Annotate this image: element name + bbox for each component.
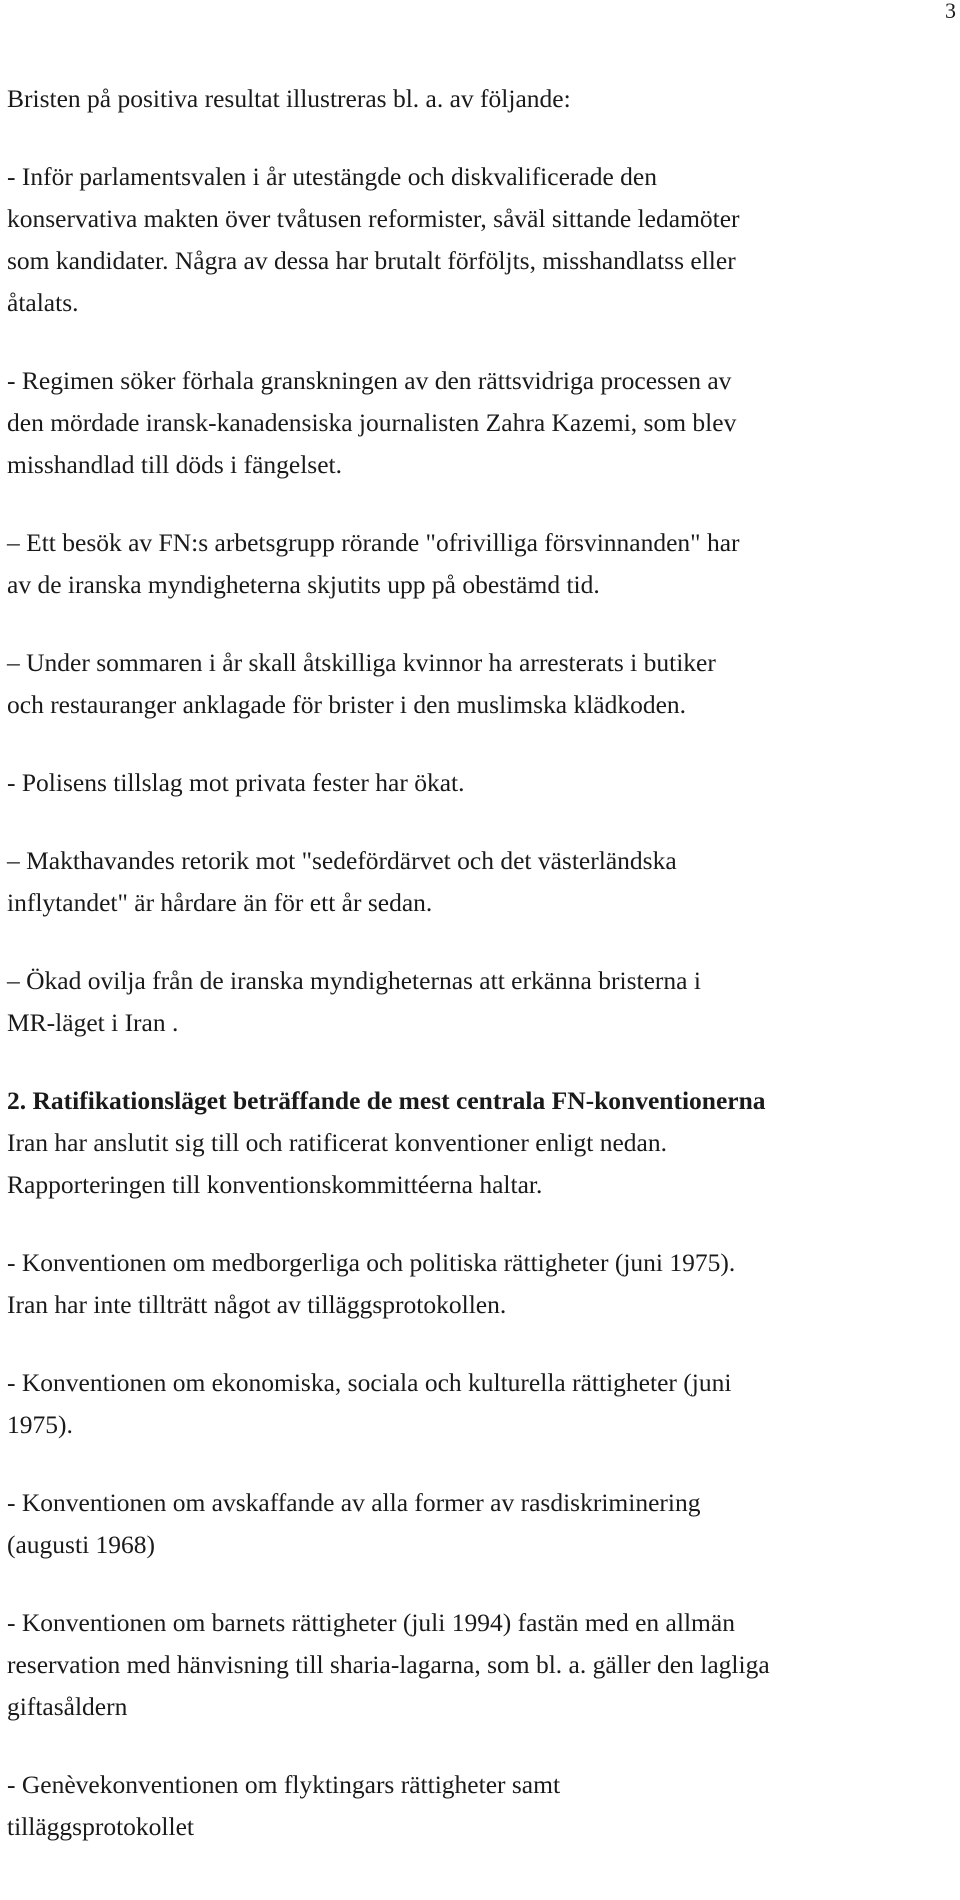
convention-item xyxy=(7,1362,957,1446)
page-number: 3 xyxy=(945,0,956,23)
convention-item-line: tilläggsprotokollet xyxy=(7,1812,194,1841)
finding-item-line: av de iranska myndigheterna skjutits upp på obestämd tid. xyxy=(7,570,600,599)
convention-item xyxy=(7,1602,957,1728)
finding-item-line: - Polisens tillslag mot privata fester har ökat. xyxy=(7,768,465,797)
convention-item-line: - Genèvekonventionen om flyktingars rättigheter samt xyxy=(7,1770,561,1799)
finding-item-line: som kandidater. Några av dessa har brutalt förföljts, misshandlatss eller xyxy=(7,246,736,275)
finding-item-line: – Under sommaren i år skall åtskilliga kvinnor ha arresterats i butiker xyxy=(7,648,716,677)
convention-item-line: - Konventionen om ekonomiska, sociala och kulturella rättigheter (juni xyxy=(7,1368,732,1397)
convention-item-line: - Konventionen om medborgerliga och politiska rättigheter (juni 1975). xyxy=(7,1248,736,1277)
finding-item xyxy=(7,762,957,804)
finding-item-line: – Ökad ovilja från de iranska myndigheternas att erkänna bristerna i xyxy=(7,966,701,995)
convention-item-line: 1975). xyxy=(7,1410,73,1439)
finding-item xyxy=(7,642,957,726)
finding-item xyxy=(7,156,957,324)
conventions-list xyxy=(7,1242,957,1848)
convention-item xyxy=(7,1242,957,1326)
finding-item xyxy=(7,360,957,486)
section-2 xyxy=(7,1080,957,1848)
section-intro-line: Rapporteringen till konventionskommittéerna haltar. xyxy=(7,1170,543,1199)
convention-item-line: reservation med hänvisning till sharia-lagarna, som bl. a. gäller den lagliga xyxy=(7,1650,770,1679)
document-body xyxy=(7,78,957,1884)
section-intro-line: Iran har anslutit sig till och ratificerat konventioner enligt nedan. xyxy=(7,1128,667,1157)
intro-paragraph: Bristen på positiva resultat illustreras bl. a. av följande: xyxy=(7,84,571,113)
convention-item-line: - Konventionen om barnets rättigheter (juli 1994) fastän med en allmän xyxy=(7,1608,735,1637)
finding-item xyxy=(7,840,957,924)
convention-item-line: giftasåldern xyxy=(7,1692,128,1721)
finding-item xyxy=(7,960,957,1044)
finding-item-line: misshandlad till döds i fängelset. xyxy=(7,450,342,479)
convention-item-line: - Konventionen om avskaffande av alla former av rasdiskriminering xyxy=(7,1488,701,1517)
finding-item-line: inflytandet" är hårdare än för ett år sedan. xyxy=(7,888,433,917)
finding-item-line: åtalats. xyxy=(7,288,79,317)
finding-item-line: – Ett besök av FN:s arbetsgrupp rörande "ofrivilliga försvinnanden" har xyxy=(7,528,740,557)
finding-item-line: MR-läget i Iran . xyxy=(7,1008,179,1037)
finding-item xyxy=(7,522,957,606)
finding-item-line: - Inför parlamentsvalen i år utestängde och diskvalificerade den xyxy=(7,162,657,191)
finding-item-line: – Makthavandes retorik mot "sedefördärvet och det västerländska xyxy=(7,846,677,875)
finding-item-line: och restauranger anklagade för brister i den muslimska klädkoden. xyxy=(7,690,687,719)
convention-item-line: Iran har inte tillträtt något av tilläggsprotokollen. xyxy=(7,1290,507,1319)
finding-item-line: konservativa makten över tvåtusen reformister, såväl sittande ledamöter xyxy=(7,204,740,233)
convention-item xyxy=(7,1764,957,1848)
finding-item-line: - Regimen söker förhala granskningen av den rättsvidriga processen av xyxy=(7,366,732,395)
convention-item-line: (augusti 1968) xyxy=(7,1530,156,1559)
section-intro xyxy=(7,1122,957,1206)
convention-item xyxy=(7,1482,957,1566)
findings-list xyxy=(7,156,957,1044)
section-heading: 2. Ratifikationsläget beträffande de mest centrala FN-konventionerna xyxy=(7,1086,766,1115)
finding-item-line: den mördade iransk-kanadensiska journalisten Zahra Kazemi, som blev xyxy=(7,408,737,437)
